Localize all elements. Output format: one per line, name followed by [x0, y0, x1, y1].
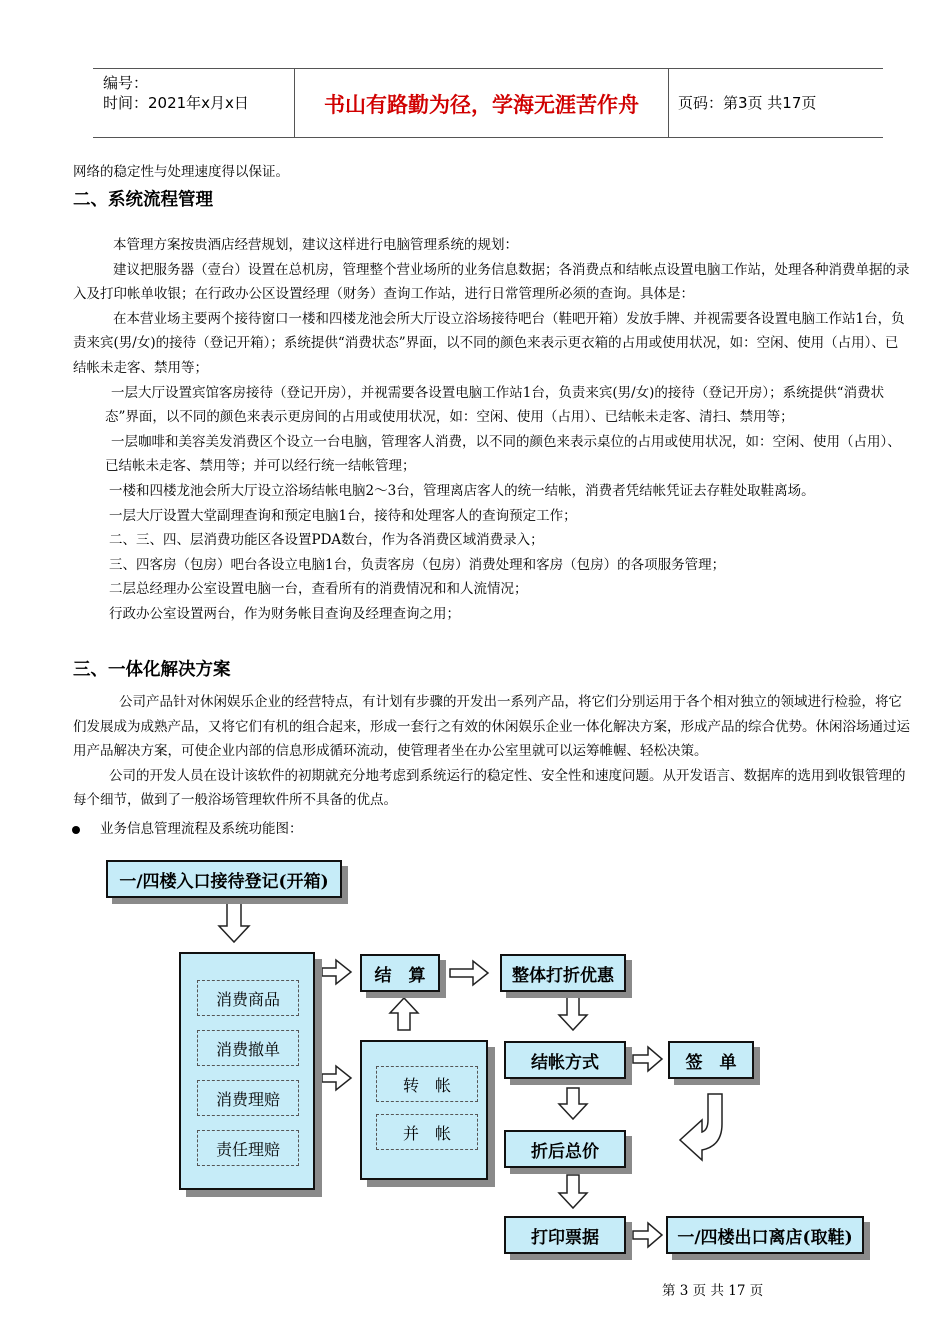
transfer-item: 并 帐	[376, 1114, 478, 1150]
header-motto: 书山有路勤为径，学海无涯苦作舟	[324, 92, 639, 117]
flow-final-price: 折后总价	[504, 1130, 626, 1168]
paragraph: 建议把服务器（壹台）设置在总机房，管理整个营业场所的业务信息数据；各消费点和结帐点设置电脑工作站，处理各种消费单据的录入及打印帐单收银；在行政办公区设置经理（财务）查询工作站，进行日常管理所必须的查询。具体是：	[73, 261, 910, 303]
arrow-right-icon	[633, 1047, 662, 1071]
paragraph: 网络的稳定性与处理速度得以保证。	[73, 164, 289, 180]
header-page-label: 页码：第3页 共17页	[678, 94, 817, 112]
flow-settle: 结 算	[360, 954, 440, 992]
page-footer: 第 3 页 共 17 页	[662, 1283, 764, 1299]
paragraph: 三、四客房（包房）吧台各设立电脑1台，负责客房（包房）消费处理和客房（包房）的各项服务管理；	[109, 556, 726, 573]
consumption-item: 消费商品	[197, 980, 299, 1016]
curved-arrow-icon	[680, 1094, 722, 1160]
paragraph: 行政办公室设置两台，作为财务帐目查询及经理查询之用；	[109, 605, 460, 622]
consumption-group	[179, 952, 315, 1190]
arrow-down-icon	[559, 997, 587, 1030]
arrow-down-icon	[219, 900, 249, 942]
paragraph: 一层大厅设置大堂副理查询和预定电脑1台，接待和处理客人的查询预定工作；	[109, 507, 577, 524]
paragraph: 一层大厅设置宾馆客房接待（登记开房），并视需要各设置电脑工作站1台，负责来宾(男/女)的接待（登记开房）；系统提供“消费状态”界面，以不同的颜色来表示更房间的占用或使用状况，如：空闲、使用（占用）、已结帐未走客、清扫、禁用等；	[105, 384, 885, 426]
paragraph: 本管理方案按贵酒店经营规划，建议这样进行电脑管理系统的规划：	[113, 237, 518, 253]
flow-sign: 签 单	[668, 1041, 754, 1079]
consumption-item: 责任理赔	[197, 1130, 299, 1166]
arrow-right-icon	[450, 961, 488, 985]
flow-exit: 一/四楼出口离店(取鞋)	[666, 1216, 864, 1254]
arrow-right-icon	[322, 1066, 351, 1090]
flow-discount: 整体打折优惠	[500, 954, 626, 992]
paragraph: 在本营业场主要两个接待窗口一楼和四楼龙池会所大厅设立浴场接待吧台（鞋吧开箱）发放手牌、并视需要各设置电脑工作站1台，负责来宾(男/女)的接待（登记开箱）；系统提供“消费状态”界面，以不同的颜色来表示更衣箱的占用或使用状况，如：空闲、使用（占用）、已结帐未走客、禁用等；	[73, 310, 905, 376]
flow-pay-method: 结帐方式	[504, 1041, 626, 1079]
paragraph: 二层总经理办公室设置电脑一台，查看所有的消费情况和和人流情况；	[109, 581, 528, 598]
flow-entry: 一/四楼入口接待登记(开箱)	[106, 860, 342, 898]
paragraph: 公司的开发人员在设计该软件的初期就充分地考虑到系统运行的稳定性、安全性和速度问题。从开发语言、数据库的选用到收银管理的每个细节，做到了一般浴场管理软件所不具备的优点。	[73, 767, 906, 809]
arrow-right-icon	[322, 960, 351, 984]
paragraph: 二、三、四、层消费功能区各设置PDA数台，作为各消费区域消费录入；	[109, 532, 544, 549]
section-heading-3: 三、一体化解决方案	[73, 660, 231, 680]
transfer-group	[360, 1040, 488, 1180]
section-heading-2: 二、系统流程管理	[73, 190, 213, 210]
flow-print: 打印票据	[504, 1216, 626, 1254]
arrow-up-icon	[390, 998, 418, 1030]
paragraph: 公司产品针对休闲娱乐企业的经营特点，有计划有步骤的开发出一系列产品，将它们分别运用于各个相对独立的领域进行检验，将它们发展成为成熟产品，又将它们有机的组合起来，形成一套行之有效的休闲娱乐企业一体化解决方案，形成产品的综合优势。休闲浴场通过运用产品解决方案，可使企业内部的信息形成循环流动，使管理者坐在办公室里就可以运筹帷幄、轻松决策。	[73, 694, 910, 760]
arrow-down-icon	[559, 1088, 587, 1119]
consumption-item: 消费撤单	[197, 1030, 299, 1066]
arrow-right-icon	[633, 1223, 662, 1247]
paragraph: 一楼和四楼龙池会所大厅设立浴场结帐电脑2～3台，管理离店客人的统一结帐，消费者凭结帐凭证去存鞋处取鞋离场。	[109, 482, 815, 499]
time-label: 时间：2021年x月x日	[103, 94, 249, 112]
consumption-item: 消费理赔	[197, 1080, 299, 1116]
transfer-item: 转 帐	[376, 1066, 478, 1102]
bullet-text: 业务信息管理流程及系统功能图：	[100, 821, 303, 837]
number-label: 编号：	[103, 74, 149, 92]
paragraph: 一层咖啡和美容美发消费区个设立一台电脑，管理客人消费，以不同的颜色来表示桌位的占用或使用状况，如：空闲、使用（占用）、已结帐未走客、禁用等；并可以经行统一结帐管理；	[105, 433, 901, 475]
arrow-down-icon	[559, 1175, 587, 1208]
